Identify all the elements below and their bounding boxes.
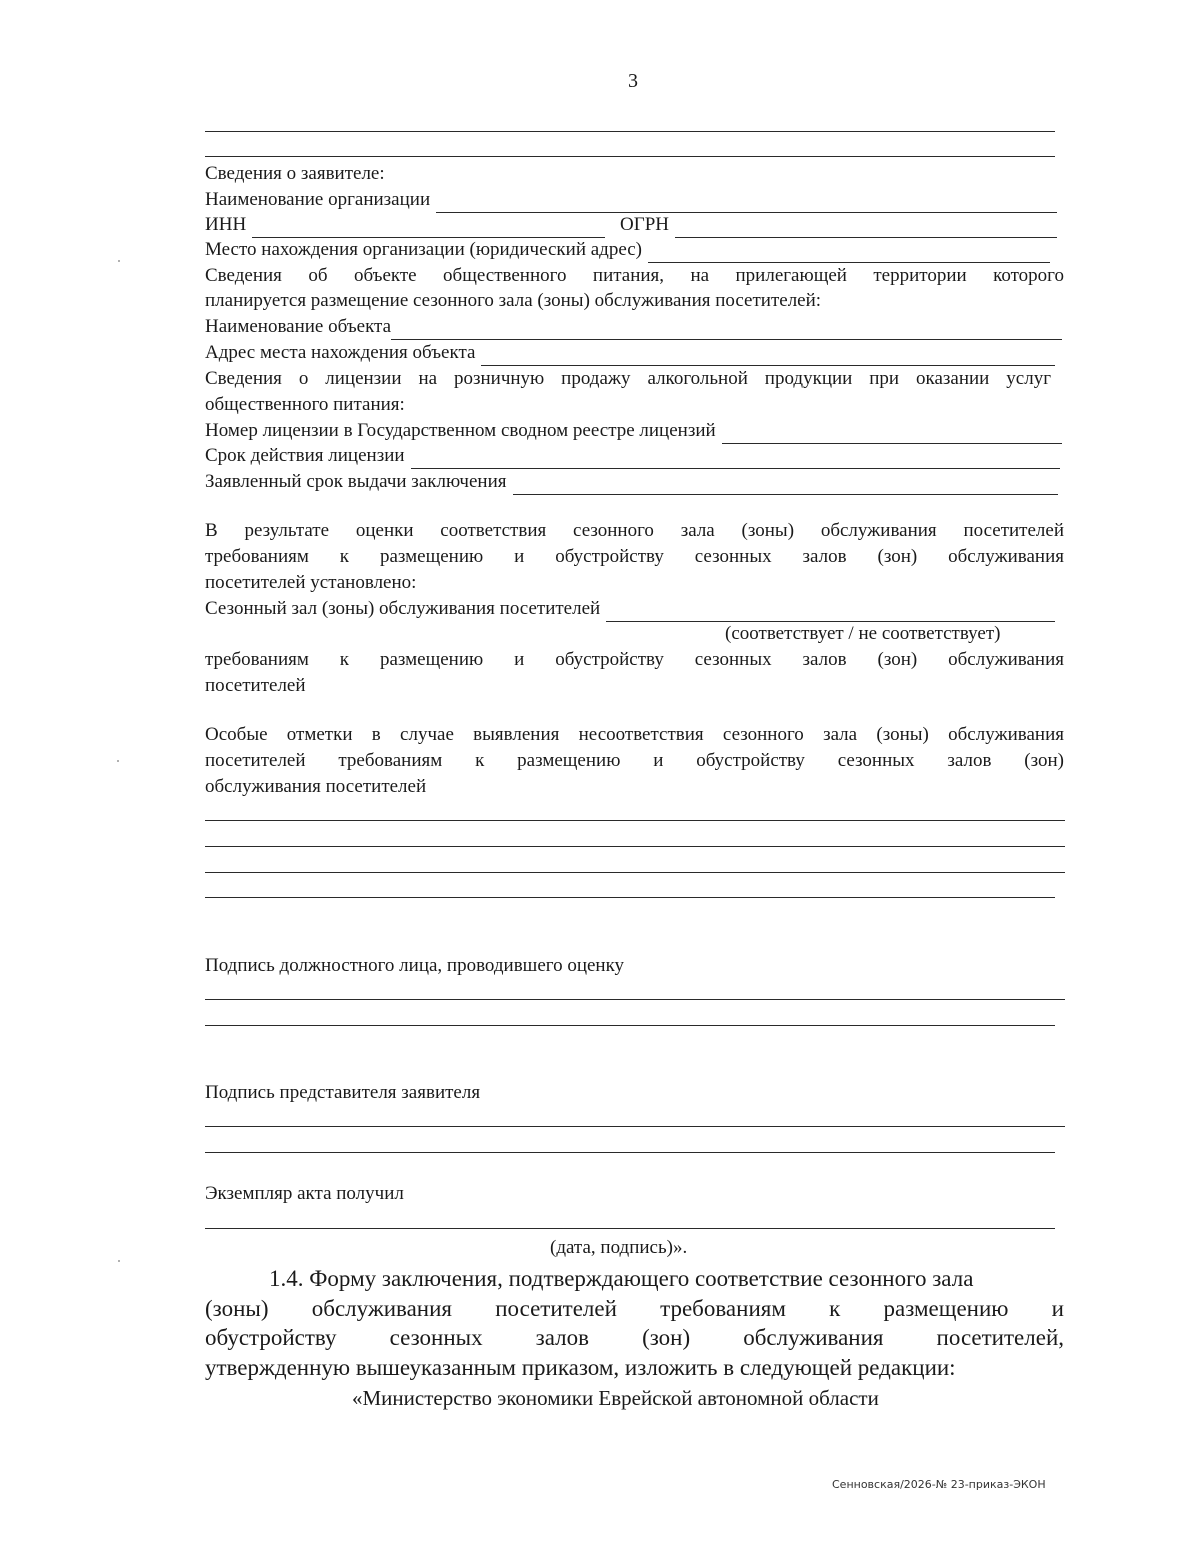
blank-line xyxy=(648,243,1050,263)
license-header-line: Сведения о лицензии на розничную продажу алкогольной продукции при оказании услуг xyxy=(205,368,1051,389)
org-name-label: Наименование организации xyxy=(205,189,431,210)
clause-line: 1.4. Форму заключения, подтверждающего соответствие сезонного зала xyxy=(269,1266,974,1291)
assessment-line: требованиям к размещению и обустройству сезонных залов (зон) обслуживания xyxy=(205,546,1064,567)
blank-line xyxy=(205,1126,1065,1127)
requirements-line: требованиям к размещению и обустройству сезонных залов (зон) обслуживания xyxy=(205,649,1064,670)
blank-line xyxy=(205,1152,1055,1153)
license-validity-label: Срок действия лицензии xyxy=(205,445,405,466)
special-notes-line: посетителей требованиям к размещению и обустройству сезонных залов (зон) xyxy=(205,750,1064,771)
ogrn-label: ОГРН xyxy=(620,214,669,235)
object-header-line: Сведения об объекте общественного питания, на прилегающей территории которого xyxy=(205,265,1064,286)
blank-line xyxy=(205,820,1065,821)
license-validity-field xyxy=(205,443,1060,469)
page-number: 3 xyxy=(628,70,638,92)
blank-line xyxy=(391,320,1062,340)
hall-compliance-label: Сезонный зал (зоны) обслуживания посетителей xyxy=(205,598,601,619)
date-signature-hint: (дата, подпись)». xyxy=(550,1237,688,1258)
scan-speck xyxy=(118,260,120,262)
object-address-label: Адрес места нахождения объекта xyxy=(205,342,476,363)
blank-line xyxy=(513,475,1059,495)
object-address-field xyxy=(205,340,1055,366)
clause-line: утвержденную вышеуказанным приказом, изложить в следующей редакции: xyxy=(205,1355,956,1380)
clause-line: обустройству сезонных залов (зон) обслуживания посетителей, xyxy=(205,1325,1064,1350)
blank-line xyxy=(205,131,1055,132)
clause-line: (зоны) обслуживания посетителей требованиям к размещению и xyxy=(205,1296,1064,1321)
blank-line xyxy=(205,1228,1055,1229)
issue-term-field xyxy=(205,469,1058,495)
legal-address-field xyxy=(205,237,1050,263)
blank-line xyxy=(722,424,1062,444)
compliance-hint: (соответствует / не соответствует) xyxy=(725,623,1001,644)
blank-line xyxy=(205,872,1065,873)
assessment-line: В результате оценки соответствия сезонного зала (зоны) обслуживания посетителей xyxy=(205,520,1064,541)
inn-field xyxy=(205,212,615,238)
document-footer: Сенновская/2026-№ 23-приказ-ЭКОН xyxy=(832,1478,1046,1491)
blank-line xyxy=(411,449,1060,469)
applicant-header: Сведения о заявителе: xyxy=(205,163,385,184)
blank-line xyxy=(205,156,1055,157)
scan-speck xyxy=(117,760,119,762)
issue-term-label: Заявленный срок выдачи заключения xyxy=(205,471,507,492)
assessment-line: посетителей установлено: xyxy=(205,572,417,593)
blank-line xyxy=(205,1025,1055,1026)
license-number-label: Номер лицензии в Государственном сводном реестре лицензий xyxy=(205,420,716,441)
blank-line xyxy=(205,999,1065,1000)
blank-line xyxy=(205,846,1065,847)
blank-line xyxy=(481,346,1055,366)
ministry-title: «Министерство экономики Еврейской автономной области xyxy=(352,1386,879,1410)
blank-line xyxy=(675,218,1057,238)
hall-compliance-field xyxy=(205,596,1055,622)
inn-label: ИНН xyxy=(205,214,247,235)
received-by-label: Экземпляр акта получил xyxy=(205,1183,404,1204)
license-number-field xyxy=(205,418,1062,444)
legal-address-label: Место нахождения организации (юридический адрес) xyxy=(205,239,642,260)
object-name-label: Наименование объекта xyxy=(205,316,392,337)
ogrn-field xyxy=(620,212,1057,238)
special-notes-line: Особые отметки в случае выявления несоответствия сезонного зала (зоны) обслуживания xyxy=(205,724,1064,745)
blank-line xyxy=(252,218,605,238)
requirements-line: посетителей xyxy=(205,675,306,696)
blank-line xyxy=(205,897,1055,898)
scan-speck xyxy=(118,1260,120,1262)
object-header-line: планируется размещение сезонного зала (зоны) обслуживания посетителей: xyxy=(205,290,822,311)
blank-line xyxy=(436,193,1057,213)
org-name-field xyxy=(205,187,1057,213)
representative-signature-label: Подпись представителя заявителя xyxy=(205,1082,481,1103)
official-signature-label: Подпись должностного лица, проводившего оценку xyxy=(205,955,625,976)
license-header-line: общественного питания: xyxy=(205,394,405,415)
object-name-field xyxy=(205,314,1062,340)
special-notes-line: обслуживания посетителей xyxy=(205,776,427,797)
blank-line xyxy=(606,602,1055,622)
